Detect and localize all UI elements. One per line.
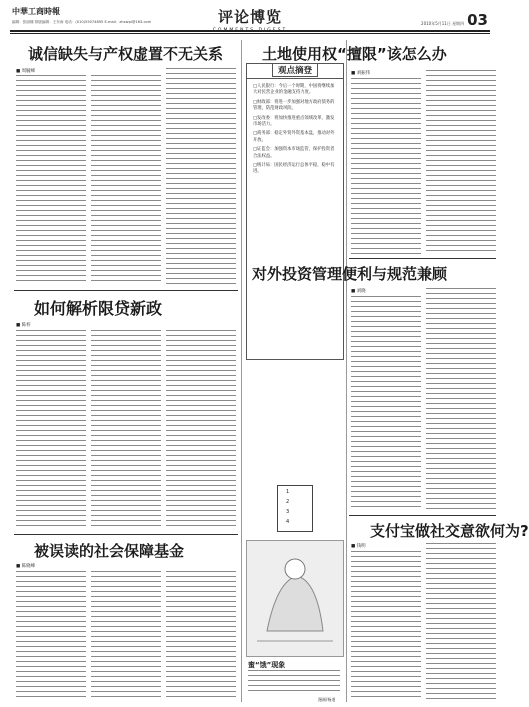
- viewpoint-title-rule: [247, 78, 343, 79]
- column-divider: [346, 40, 347, 702]
- masthead-left: [12, 6, 151, 25]
- viewpoint-box: [246, 63, 344, 360]
- article-land-col1: [351, 78, 421, 255]
- article-land-col2: [426, 70, 496, 255]
- article-social-col3: [166, 571, 236, 699]
- divider: [349, 258, 496, 259]
- number-item: 1: [286, 489, 290, 495]
- byline-foreign-investment: ■ 刘晓: [351, 289, 366, 294]
- cartoon-credit: 漫画/杨道: [318, 697, 336, 702]
- cartoon-title: 蜜“饿”现象: [248, 661, 286, 669]
- header-rule-thin: [10, 33, 490, 34]
- article-integrity-col2: [91, 75, 161, 285]
- viewpoint-item: □财政部：将进一步加强对地方政府债务的管理，防范财政风险。: [253, 99, 335, 112]
- headline-foreign-investment: 对外投资管理便利与规范兼顾: [252, 265, 448, 283]
- header-rule: [10, 30, 490, 32]
- article-integrity-col1: [16, 75, 86, 285]
- number-item: 3: [286, 509, 290, 515]
- number-item: 2: [286, 499, 290, 505]
- headline-integrity: 诚信缺失与产权虚置不无关系: [28, 45, 224, 63]
- newspaper-name: 中華工商時報: [12, 7, 60, 16]
- byline-limit-purchase: ■ 陈梓: [16, 323, 31, 328]
- divider: [14, 534, 238, 535]
- article-foreign-col1: [351, 296, 421, 511]
- headline-social-security: 被误读的社会保障基金: [34, 542, 185, 560]
- article-integrity-col3: [166, 68, 236, 285]
- viewpoint-item: □商务部：稳定外贸外资基本盘，推动对外开放。: [253, 131, 335, 143]
- viewpoint-item: □证监会：加强资本市场监管，保护投资者合法权益。: [253, 147, 335, 159]
- headline-land-rights: 土地使用权“擅限”该怎么办: [262, 45, 447, 63]
- byline-payment: ■ 钱明: [351, 544, 366, 549]
- byline-integrity: ■ 周毓峰: [16, 69, 36, 74]
- cartoon-drawing: [247, 541, 343, 656]
- headline-limit-purchase: 如何解析限贷新政: [34, 299, 163, 318]
- number-box: [277, 485, 313, 532]
- cartoon-image: [246, 540, 344, 657]
- article-limit-col3: [166, 330, 236, 530]
- byline-land-rights: ■ 刘振伟: [351, 71, 371, 76]
- byline-social-security: ■ 陈晓峰: [16, 564, 36, 569]
- article-limit-col1: [16, 330, 86, 530]
- edition-info: 编辑：张丽娜 排版编辑：王东雨 电话：(010)55074895 E-mail：zhxwpl@163.com: [12, 20, 152, 24]
- cartoon-caption-text: [248, 670, 340, 694]
- number-item: 4: [286, 519, 290, 525]
- viewpoint-item: □人民银行：今后一个时期，中国将继续加大对民营企业的金融支持力度。: [253, 84, 335, 96]
- article-payment-col2: [426, 543, 496, 699]
- article-social-col2: [91, 571, 161, 699]
- divider: [14, 290, 238, 291]
- headline-payment: 支付宝做社交意欲何为?: [370, 522, 529, 540]
- issue-date: 2010年5月11日 星期四: [421, 21, 465, 26]
- masthead-right: [421, 11, 488, 29]
- page-number: 03: [467, 11, 488, 29]
- section-brand: [193, 6, 307, 33]
- article-social-col1: [16, 571, 86, 699]
- viewpoint-list: [253, 84, 337, 179]
- article-payment-col1: [351, 551, 421, 699]
- article-foreign-col2: [426, 288, 496, 511]
- divider: [349, 515, 496, 516]
- article-limit-col2: [91, 330, 161, 530]
- viewpoint-item: □统计局：国民经济运行总体平稳，稳中有进。: [253, 163, 335, 175]
- viewpoint-item: □发改委：将加快推进重点领域改革，激发市场活力。: [253, 115, 335, 128]
- viewpoint-title: 观点摘登: [272, 63, 318, 77]
- column-divider: [241, 40, 242, 702]
- section-title: 评论博览: [217, 8, 282, 26]
